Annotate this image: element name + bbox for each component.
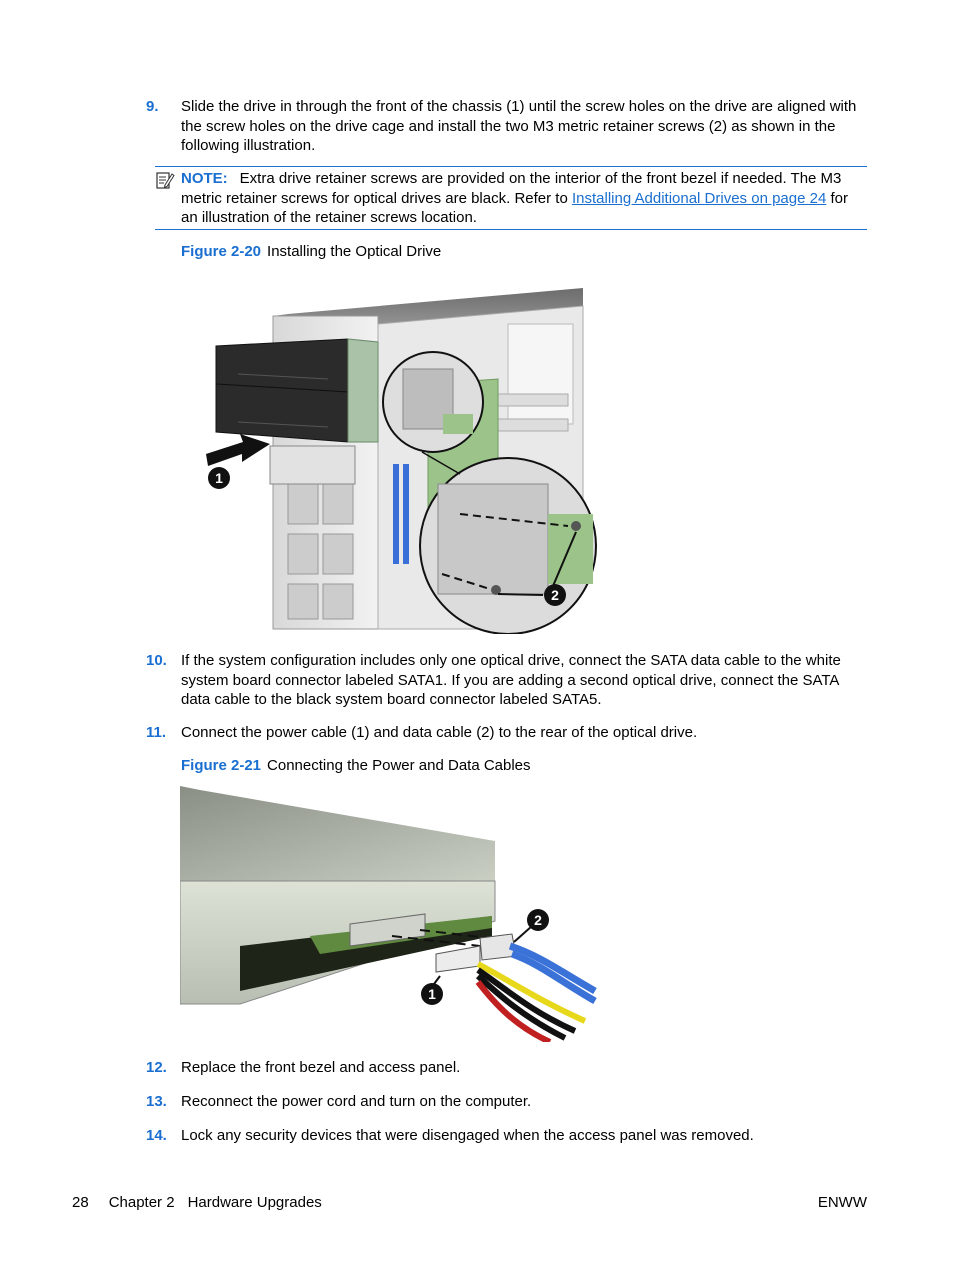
step-12: [146, 1058, 868, 1078]
note-text-after: for an illustration of the retainer screws location.: [181, 189, 848, 226]
page-number: 28: [72, 1194, 89, 1211]
step-text: Reconnect the power cord and turn on the computer.: [181, 1093, 532, 1110]
figure-title: Installing the Optical Drive: [267, 243, 442, 260]
step-text: Connect the power cable (1) and data cable (2) to the rear of the optical drive.: [181, 724, 698, 741]
note-label: NOTE:: [181, 170, 228, 187]
step-number: 14.: [146, 1127, 167, 1144]
footer-right: ENWW: [817, 1194, 867, 1211]
callout-2: [527, 909, 549, 931]
svg-text:1: 1: [428, 986, 436, 1002]
step-10: [146, 651, 868, 710]
callout-1: [208, 467, 230, 489]
cross-reference-link[interactable]: Installing Additional Drives on page 24: [571, 189, 827, 207]
step-text: Replace the front bezel and access panel.: [181, 1059, 461, 1076]
note-text-before: Extra drive retainer screws are provided on the interior of the front bezel if needed. The M3 metric retainer screws for optical drives are black. Refer to: [181, 170, 842, 207]
figure-title: Connecting the Power and Data Cables: [267, 757, 531, 774]
figure-label: Figure 2-20: [181, 243, 262, 260]
optical-drive-install-illustration: [198, 284, 598, 634]
svg-text:2: 2: [534, 912, 542, 928]
step-number: 11.: [146, 724, 167, 741]
note-icon: [155, 170, 175, 190]
svg-text:1: 1: [215, 470, 223, 486]
step-number: 10.: [146, 652, 167, 669]
footer-left: [72, 1193, 322, 1212]
step-9: [146, 97, 868, 156]
figure-caption-2-20: [181, 242, 441, 261]
step-number: 13.: [146, 1093, 167, 1110]
step-text: Slide the drive in through the front of the chassis (1) until the screw holes on the drive are aligned with the screw holes on the drive cage and install the two M3 metric retainer screws (2) as shown in the following illustration.: [181, 98, 857, 154]
step-13: [146, 1092, 868, 1112]
figure-caption-2-21: [181, 756, 531, 775]
chapter-title: Hardware Upgrades: [187, 1194, 322, 1211]
power-data-cable-illustration: [180, 786, 600, 1042]
figure-label: Figure 2-21: [181, 757, 262, 774]
svg-text:2: 2: [551, 587, 559, 603]
chapter-label: Chapter 2: [108, 1194, 175, 1211]
step-number: 12.: [146, 1059, 167, 1076]
step-text: Lock any security devices that were disengaged when the access panel was removed.: [181, 1127, 754, 1144]
callout-1: [421, 983, 443, 1005]
step-text: If the system configuration includes only one optical drive, connect the SATA data cable to the white system board connector labeled SATA1. If you are adding a second optical drive, connect the SATA data cable to the black system board connector labeled SATA5.: [181, 652, 841, 708]
step-14: [146, 1126, 868, 1146]
step-11: [146, 723, 868, 743]
callout-2: [544, 584, 566, 606]
step-number: 9.: [146, 98, 159, 115]
note-box: [155, 166, 867, 230]
note-body: [181, 169, 867, 228]
